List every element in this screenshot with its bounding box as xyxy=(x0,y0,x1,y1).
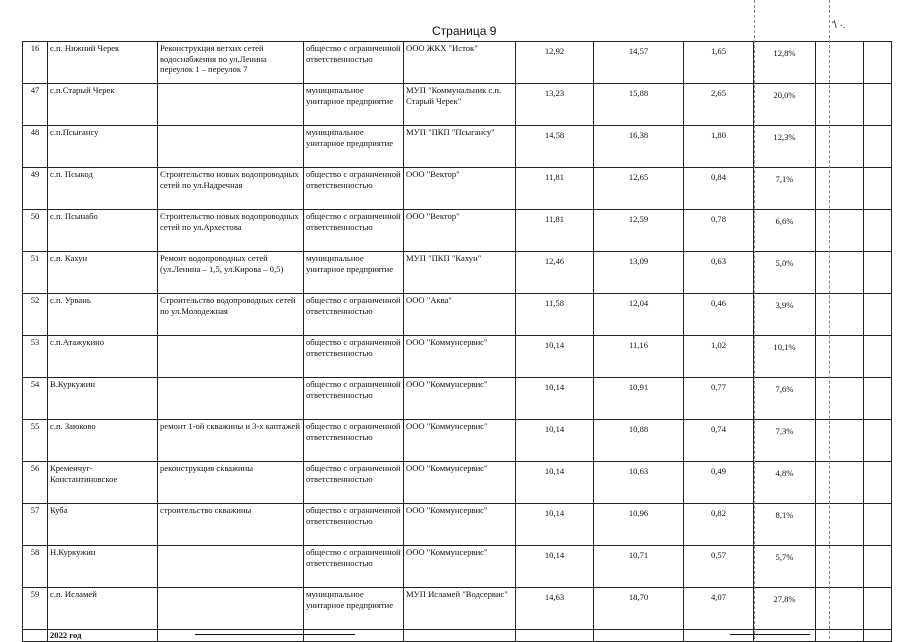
difference-cell: 0,49 xyxy=(684,462,754,504)
growth-percent-cell: 12,8% xyxy=(754,42,816,84)
row-number: 47 xyxy=(23,84,48,126)
table-row xyxy=(23,546,892,588)
organization-cell: МУП Исламей "Водсервис" xyxy=(404,588,516,630)
empty-cell xyxy=(816,210,864,252)
growth-percent-cell: 7,1% xyxy=(754,168,816,210)
organization-cell: ООО "Коммунсервис" xyxy=(404,420,516,462)
table-row xyxy=(23,294,892,336)
settlement-cell: с.п. Исламей xyxy=(48,588,158,630)
difference-cell: 1,80 xyxy=(684,126,754,168)
table-row xyxy=(23,84,892,126)
tariff-new-cell: 12,04 xyxy=(594,294,684,336)
scan-fold-line xyxy=(829,0,830,639)
settlement-cell: с.п.Старый Черек xyxy=(48,84,158,126)
difference-cell: 0,82 xyxy=(684,504,754,546)
legal-form-cell: муниципальное унитарное предприятие xyxy=(304,588,404,630)
project-cell xyxy=(158,546,304,588)
tariff-new-cell: 10,63 xyxy=(594,462,684,504)
empty-cell xyxy=(304,630,404,642)
legal-form-cell: общество с ограниченной ответственностью xyxy=(304,462,404,504)
empty-cell xyxy=(864,546,892,588)
organization-cell: ООО "Коммунсервис" xyxy=(404,378,516,420)
difference-cell: 0,63 xyxy=(684,252,754,294)
row-number: 54 xyxy=(23,378,48,420)
empty-cell xyxy=(816,126,864,168)
empty-cell xyxy=(864,126,892,168)
empty-cell xyxy=(816,420,864,462)
page-title: Страница 9 xyxy=(432,24,497,38)
row-number: 53 xyxy=(23,336,48,378)
empty-cell xyxy=(864,84,892,126)
empty-cell xyxy=(816,378,864,420)
empty-cell xyxy=(23,630,48,642)
table-row xyxy=(23,42,892,84)
legal-form-cell: общество с ограниченной ответственностью xyxy=(304,546,404,588)
empty-cell xyxy=(816,252,864,294)
difference-cell: 0,57 xyxy=(684,546,754,588)
table-row xyxy=(23,252,892,294)
growth-percent-cell: 7,6% xyxy=(754,378,816,420)
row-number: 56 xyxy=(23,462,48,504)
settlement-cell: Куба xyxy=(48,504,158,546)
growth-percent-cell: 20,0% xyxy=(754,84,816,126)
settlement-cell: с.п. Псынабо xyxy=(48,210,158,252)
tariff-new-cell: 10,88 xyxy=(594,420,684,462)
growth-percent-cell: 3,9% xyxy=(754,294,816,336)
growth-percent-cell: 5,7% xyxy=(754,546,816,588)
legal-form-cell: общество с ограниченной ответственностью xyxy=(304,378,404,420)
legal-form-cell: муниципальное унитарное предприятие xyxy=(304,126,404,168)
tariff-current-cell: 10,14 xyxy=(516,378,594,420)
project-cell: реконструкция скважины xyxy=(158,462,304,504)
growth-percent-cell: 8,1% xyxy=(754,504,816,546)
difference-cell: 0,78 xyxy=(684,210,754,252)
year-row xyxy=(23,630,892,642)
project-cell: Строительство новых водопроводных сетей по ул.Архестова xyxy=(158,210,304,252)
empty-cell xyxy=(864,336,892,378)
tariff-table xyxy=(22,41,892,642)
table-row xyxy=(23,588,892,630)
settlement-cell: с.п. Заюково xyxy=(48,420,158,462)
empty-cell xyxy=(816,336,864,378)
organization-cell: ООО "Коммунсервис" xyxy=(404,336,516,378)
row-number: 48 xyxy=(23,126,48,168)
empty-cell xyxy=(754,630,816,642)
legal-form-cell: общество с ограниченной ответственностью xyxy=(304,168,404,210)
tariff-new-cell: 14,57 xyxy=(594,42,684,84)
tariff-new-cell: 12,65 xyxy=(594,168,684,210)
row-number: 55 xyxy=(23,420,48,462)
empty-cell xyxy=(404,630,516,642)
difference-cell: 1,02 xyxy=(684,336,754,378)
table-row xyxy=(23,504,892,546)
table-row xyxy=(23,210,892,252)
empty-cell xyxy=(816,630,864,642)
organization-cell: МУП "ПКП "Псыгансу" xyxy=(404,126,516,168)
tariff-new-cell: 18,70 xyxy=(594,588,684,630)
row-number: 51 xyxy=(23,252,48,294)
settlement-cell: Кременчуг-Константиновское xyxy=(48,462,158,504)
project-cell: строительство скважины xyxy=(158,504,304,546)
difference-cell: 0,77 xyxy=(684,378,754,420)
project-cell: Строительство новых водопроводных сетей по ул.Надречная xyxy=(158,168,304,210)
tariff-new-cell: 10,96 xyxy=(594,504,684,546)
project-cell: Ремонт водопроводных сетей (ул.Ленина – 1,5, ул.Кирова – 0,5) xyxy=(158,252,304,294)
scan-edge-line xyxy=(195,634,355,635)
empty-cell xyxy=(816,588,864,630)
project-cell: ремонт 1-ой скважины и 3-х каптажей xyxy=(158,420,304,462)
empty-cell xyxy=(864,462,892,504)
settlement-cell: с.п. Псыкод xyxy=(48,168,158,210)
organization-cell: ООО "Коммунсервис" xyxy=(404,462,516,504)
organization-cell: МУП "Коммунальник с.п. Старый Черек" xyxy=(404,84,516,126)
row-number: 50 xyxy=(23,210,48,252)
organization-cell: ООО "Аква" xyxy=(404,294,516,336)
empty-cell xyxy=(864,504,892,546)
legal-form-cell: общество с ограниченной ответственностью xyxy=(304,420,404,462)
empty-cell xyxy=(594,630,684,642)
tariff-new-cell: 13,09 xyxy=(594,252,684,294)
empty-cell xyxy=(864,420,892,462)
project-cell xyxy=(158,84,304,126)
empty-cell xyxy=(816,294,864,336)
table-row xyxy=(23,336,892,378)
empty-cell xyxy=(816,546,864,588)
organization-cell: ООО "Вектор" xyxy=(404,210,516,252)
growth-percent-cell: 7,3% xyxy=(754,420,816,462)
table-row xyxy=(23,420,892,462)
settlement-cell: с.п.Псыгансу xyxy=(48,126,158,168)
legal-form-cell: общество с ограниченной ответственностью xyxy=(304,504,404,546)
empty-cell xyxy=(516,630,594,642)
legal-form-cell: общество с ограниченной ответственностью xyxy=(304,294,404,336)
difference-cell: 0,84 xyxy=(684,168,754,210)
empty-cell xyxy=(864,42,892,84)
scan-edge-line xyxy=(730,634,810,635)
difference-cell: 0,46 xyxy=(684,294,754,336)
empty-cell xyxy=(158,630,304,642)
growth-percent-cell: 6,6% xyxy=(754,210,816,252)
scan-fold-line xyxy=(754,0,755,639)
empty-cell xyxy=(864,588,892,630)
legal-form-cell: общество с ограниченной ответственностью xyxy=(304,210,404,252)
empty-cell xyxy=(864,210,892,252)
project-cell xyxy=(158,126,304,168)
settlement-cell: В.Куркужин xyxy=(48,378,158,420)
empty-cell xyxy=(816,168,864,210)
tariff-current-cell: 14,58 xyxy=(516,126,594,168)
growth-percent-cell: 27,8% xyxy=(754,588,816,630)
empty-cell xyxy=(864,378,892,420)
settlement-cell: с.п. Урвань xyxy=(48,294,158,336)
year-label: 2022 год xyxy=(48,630,158,642)
empty-cell xyxy=(816,462,864,504)
tariff-current-cell: 13,23 xyxy=(516,84,594,126)
row-number: 16 xyxy=(23,42,48,84)
table-row xyxy=(23,168,892,210)
difference-cell: 0,74 xyxy=(684,420,754,462)
tariff-current-cell: 10,14 xyxy=(516,546,594,588)
settlement-cell: с.п. Кахун xyxy=(48,252,158,294)
project-cell xyxy=(158,378,304,420)
row-number: 52 xyxy=(23,294,48,336)
empty-cell xyxy=(864,168,892,210)
tariff-new-cell: 15,88 xyxy=(594,84,684,126)
tariff-current-cell: 11,58 xyxy=(516,294,594,336)
table-row xyxy=(23,462,892,504)
organization-cell: ООО ЖКХ "Исток" xyxy=(404,42,516,84)
legal-form-cell: муниципальное унитарное предприятие xyxy=(304,84,404,126)
tariff-new-cell: 10,91 xyxy=(594,378,684,420)
growth-percent-cell: 10,1% xyxy=(754,336,816,378)
legal-form-cell: общество с ограниченной ответственностью xyxy=(304,336,404,378)
tariff-current-cell: 10,14 xyxy=(516,420,594,462)
project-cell: Реконструкция ветхих сетей водоснабжения по ул.Ленина переулок 1 – переулок 7 xyxy=(158,42,304,84)
growth-percent-cell: 5,0% xyxy=(754,252,816,294)
tariff-current-cell: 11,81 xyxy=(516,210,594,252)
tariff-current-cell: 12,92 xyxy=(516,42,594,84)
tariff-current-cell: 10,14 xyxy=(516,336,594,378)
difference-cell: 4,07 xyxy=(684,588,754,630)
empty-cell xyxy=(684,630,754,642)
legal-form-cell: муниципальное унитарное предприятие xyxy=(304,252,404,294)
legal-form-cell: общество с ограниченной ответственностью xyxy=(304,42,404,84)
tariff-current-cell: 14,63 xyxy=(516,588,594,630)
empty-cell xyxy=(816,84,864,126)
organization-cell: ООО "Коммунсервис" xyxy=(404,546,516,588)
organization-cell: ООО "Вектор" xyxy=(404,168,516,210)
row-number: 58 xyxy=(23,546,48,588)
empty-cell xyxy=(864,252,892,294)
table-row xyxy=(23,126,892,168)
table-row xyxy=(23,378,892,420)
tariff-new-cell: 16,38 xyxy=(594,126,684,168)
empty-cell xyxy=(864,294,892,336)
row-number: 59 xyxy=(23,588,48,630)
empty-cell xyxy=(816,504,864,546)
project-cell: Строительство водопроводных сетей по ул.Молодежная xyxy=(158,294,304,336)
empty-cell xyxy=(816,42,864,84)
tariff-current-cell: 12,46 xyxy=(516,252,594,294)
difference-cell: 2,65 xyxy=(684,84,754,126)
settlement-cell: Н.Куркужин xyxy=(48,546,158,588)
settlement-cell: с.п. Нижний Черек xyxy=(48,42,158,84)
empty-cell xyxy=(864,630,892,642)
tariff-new-cell: 11,16 xyxy=(594,336,684,378)
difference-cell: 1,65 xyxy=(684,42,754,84)
row-number: 57 xyxy=(23,504,48,546)
row-number: 49 xyxy=(23,168,48,210)
project-cell xyxy=(158,336,304,378)
growth-percent-cell: 12,3% xyxy=(754,126,816,168)
project-cell xyxy=(158,588,304,630)
growth-percent-cell: 4,8% xyxy=(754,462,816,504)
organization-cell: ООО "Коммунсервис" xyxy=(404,504,516,546)
tariff-current-cell: 11,81 xyxy=(516,168,594,210)
scan-corner-mark: '\ ·. xyxy=(832,20,846,31)
tariff-new-cell: 10,71 xyxy=(594,546,684,588)
tariff-current-cell: 10,14 xyxy=(516,504,594,546)
organization-cell: МУП "ПКП "Кахун" xyxy=(404,252,516,294)
settlement-cell: с.п.Атажукино xyxy=(48,336,158,378)
tariff-current-cell: 10,14 xyxy=(516,462,594,504)
tariff-new-cell: 12,59 xyxy=(594,210,684,252)
